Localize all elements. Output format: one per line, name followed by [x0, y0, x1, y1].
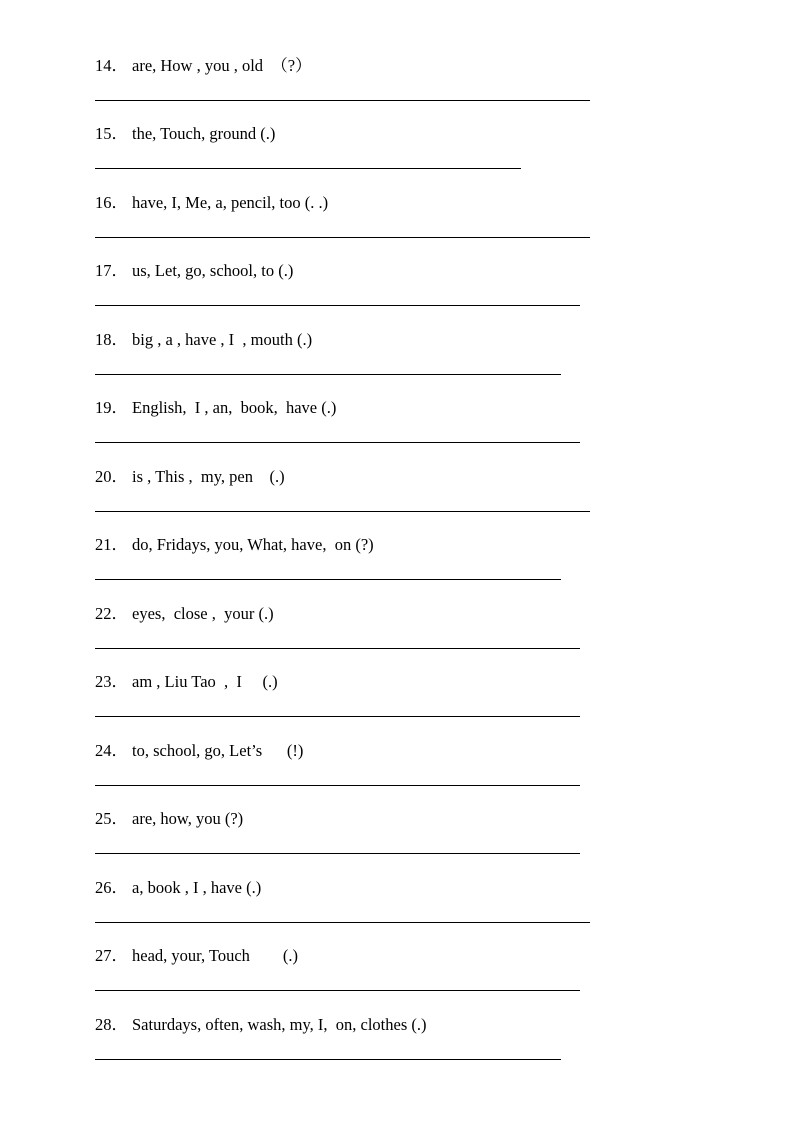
answer-line[interactable]	[95, 1059, 561, 1060]
question-prompt	[95, 123, 275, 145]
scrambled-words: are, how, you (?)	[132, 809, 244, 828]
question-number: 18．	[95, 330, 128, 349]
answer-line[interactable]	[95, 168, 521, 169]
scrambled-words: big , a , have , I , mouth (.)	[132, 330, 313, 349]
question-number: 21．	[95, 535, 128, 554]
scrambled-words: eyes, close , your (.)	[132, 604, 274, 623]
question-prompt	[95, 945, 298, 967]
question-number: 15．	[95, 124, 128, 143]
scrambled-words: English, I , an, book, have (.)	[132, 398, 337, 417]
answer-line[interactable]	[95, 990, 580, 991]
question-number: 14．	[95, 56, 128, 75]
question-number: 27．	[95, 946, 128, 965]
question-number: 16．	[95, 193, 128, 212]
answer-line[interactable]	[95, 511, 590, 512]
question-prompt	[95, 55, 312, 77]
question-number: 19．	[95, 398, 128, 417]
question-number: 23．	[95, 672, 128, 691]
scrambled-words: us, Let, go, school, to (.)	[132, 261, 294, 280]
scrambled-words: the, Touch, ground (.)	[132, 124, 276, 143]
scrambled-words: are, How , you , old （?）	[132, 56, 312, 75]
question-prompt	[95, 260, 293, 282]
scrambled-words: do, Fridays, you, What, have, on (?)	[132, 535, 374, 554]
question-prompt	[95, 603, 274, 625]
answer-line[interactable]	[95, 853, 580, 854]
scrambled-words: a, book , I , have (.)	[132, 878, 262, 897]
answer-line[interactable]	[95, 237, 590, 238]
question-number: 26．	[95, 878, 128, 897]
answer-line[interactable]	[95, 579, 561, 580]
answer-line[interactable]	[95, 785, 580, 786]
question-prompt	[95, 192, 328, 214]
question-number: 24．	[95, 741, 128, 760]
answer-line[interactable]	[95, 648, 580, 649]
question-prompt	[95, 466, 285, 488]
scrambled-words: have, I, Me, a, pencil, too (. .)	[132, 193, 329, 212]
question-prompt	[95, 671, 278, 693]
question-number: 17．	[95, 261, 128, 280]
question-prompt	[95, 808, 243, 830]
answer-line[interactable]	[95, 100, 590, 101]
answer-line[interactable]	[95, 922, 590, 923]
answer-line[interactable]	[95, 716, 580, 717]
question-number: 22．	[95, 604, 128, 623]
answer-line[interactable]	[95, 374, 561, 375]
answer-line[interactable]	[95, 305, 580, 306]
scrambled-words: Saturdays, often, wash, my, I, on, clothes (.)	[132, 1015, 427, 1034]
scrambled-words: head, your, Touch (.)	[132, 946, 299, 965]
question-prompt	[95, 534, 374, 556]
scrambled-words: am , Liu Tao , I (.)	[132, 672, 278, 691]
question-prompt	[95, 877, 261, 899]
scrambled-words: to, school, go, Let’s (!)	[132, 741, 304, 760]
question-prompt	[95, 329, 312, 351]
scrambled-words: is , This , my, pen (.)	[132, 467, 285, 486]
question-number: 25．	[95, 809, 128, 828]
question-prompt	[95, 740, 303, 762]
question-number: 20．	[95, 467, 128, 486]
question-prompt	[95, 1014, 427, 1036]
question-number: 28．	[95, 1015, 128, 1034]
question-prompt	[95, 397, 336, 419]
answer-line[interactable]	[95, 442, 580, 443]
